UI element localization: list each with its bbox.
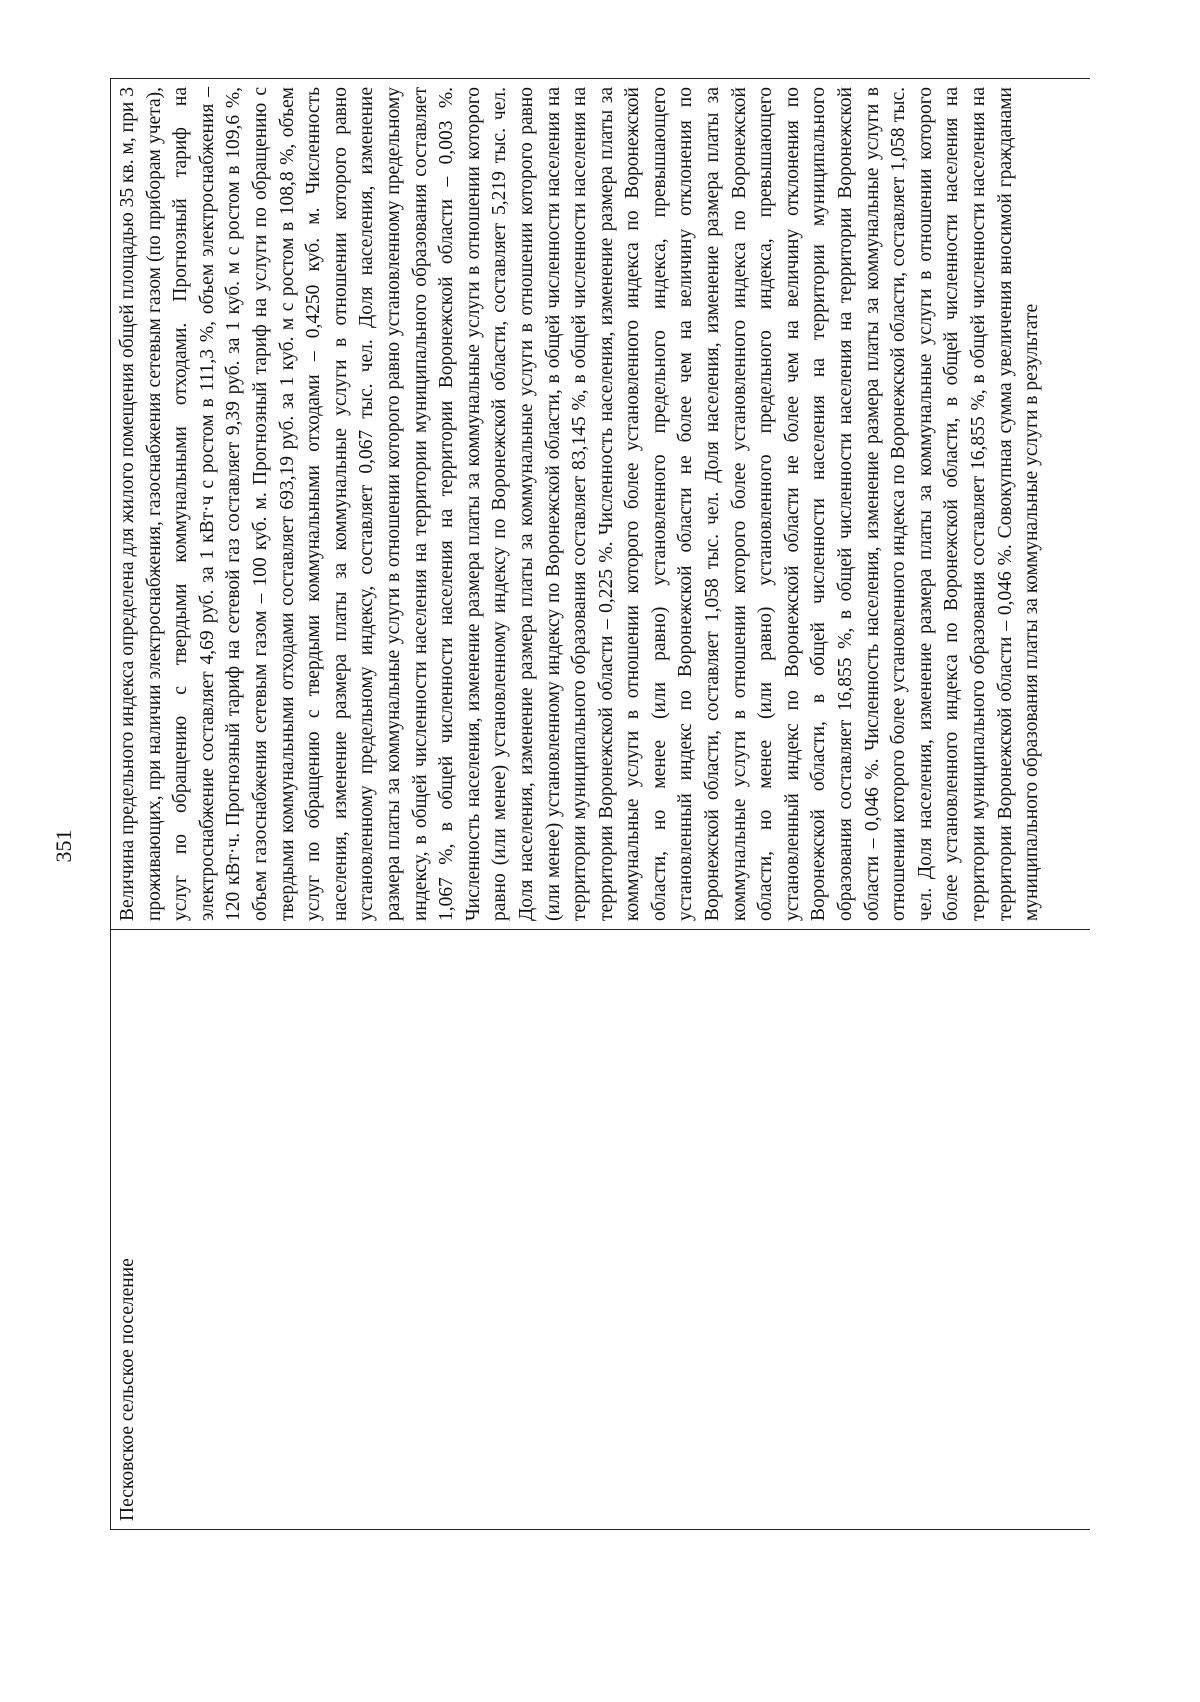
- document-table: [110, 78, 1090, 1530]
- table-row: [110, 78, 1090, 1530]
- settlement-name-cell: Песковское сельское поселение: [111, 929, 1090, 1529]
- index-description-cell: Величина предельного индекса определена для жилого помещения общей площадью 35 кв. м, при 3 проживающих, при наличии электроснабжения, газоснабжения сетевым газом (по приборам учета), услуг по обращению с твердыми коммунальными отходами. Прогнозный тариф на электроснабжение составляет 4,69 руб. за 1 кВт·ч с ростом в 111,3 %, объем электроснабжения – 120 кВт·ч. Прогнозный тариф на сетевой газ составляет 9,39 руб. за 1 куб. м с ростом в 109,6 %, объем газоснабжения сетевым газом – 100 куб. м. Прогнозный тариф на услуги по обращению с твердыми коммунальными отходами составляет 693,19 руб. за 1 куб. м с ростом в 108,8 %, объем услуг по обращению с твердыми коммунальными отходами – 0,4250 куб. м. Численность населения, изменение размера платы за коммунальные услуги в отношении которого равно установленному предельному индексу, составляет 0,067 тыс. чел. Доля населения, изменение размера платы за коммунальные услуги в отношении которого равно установленному предельному индексу, в общей численности населения на территории муниципального образования составляет 1,067 %, в общей численности населения на территории Воронежской области – 0,003 %. Численность населения, изменение размера платы за коммунальные услуги в отношении которого равно (или менее) установленному индексу по Воронежской области, составляет 5,219 тыс. чел. Доля населения, изменение размера платы за коммунальные услуги в отношении которого равно (или менее) установленному индексу по Воронежской области, в общей численности населения на территории муниципального образования составляет 83,145 %, в общей численности населения на территории Воронежской области – 0,225 %. Численность населения, изменение размера платы за коммунальные услуги в отношении которого более установленного индекса по Воронежской области, но менее (или равно) установленного предельного индекса, превышающего установленный индекс по Воронежской области не более чем на величину отклонения по Воронежской области, составляет 1,058 тыс. чел. Доля населения, изменение размера платы за коммунальные услуги в отношении которого более установленного индекса по Воронежской области, но менее (или равно) установленного предельного индекса, превышающего установленный индекс по Воронежской области не более чем на величину отклонения по Воронежской области, в общей численности населения на территории муниципального образования составляет 16,855 %, в общей численности населения на территории Воронежской области – 0,046 %. Численность населения, изменение размера платы за коммунальные услуги в отношении которого более установленного индекса по Воронежской области, составляет 1,058 тыс. чел. Доля населения, изменение размера платы за коммунальные услуги в отношении которого более установленного индекса по Воронежской области, в общей численности населения на территории муниципального образования составляет 16,855 %, в общей численности населения на территории Воронежской области – 0,046 %. Совокупная сумма увеличения вносимой гражданами муниципального образования платы за коммунальные услуги в результате: [117, 87, 1043, 921]
- page-number: 351: [51, 829, 76, 863]
- rotated-table-content: [110, 78, 1090, 1530]
